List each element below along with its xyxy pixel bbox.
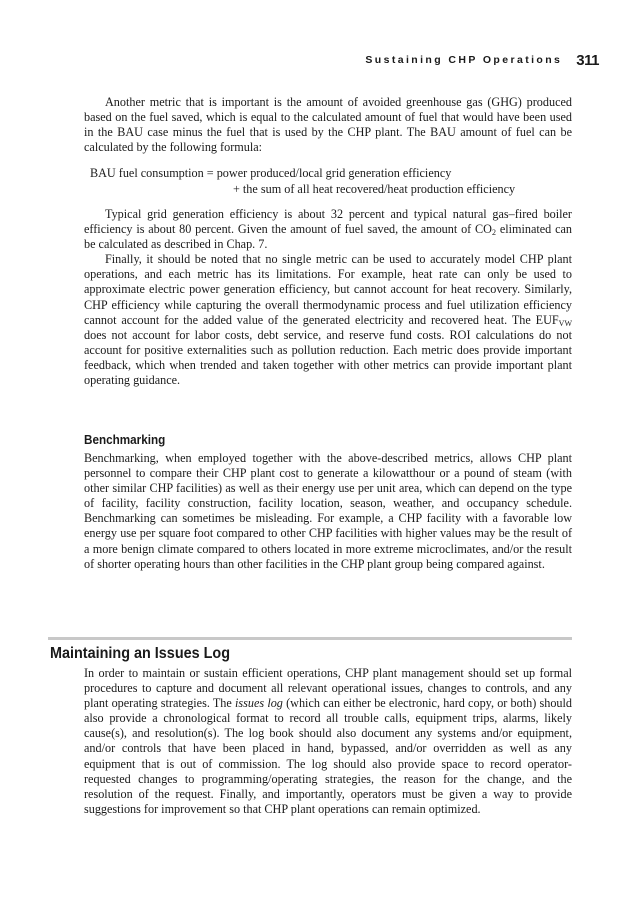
grid-efficiency-text-a: Typical grid generation efficiency is about 32 percent and typical natural gas–fired boiler efficiency is about 80 percent. Given the amount of fuel saved, the amount of CO: [84, 207, 572, 237]
running-head-title: Sustaining CHP Operations: [365, 54, 563, 66]
issues-log-paragraph: [84, 666, 572, 817]
metric-limitations-text-a: Finally, it should be noted that no single metric can be used to accurately model CHP plant operations, and each metric has its limitations. For example, heat rate can only be used to approximate electric power generation efficiency, but cannot account for heat recovery. Similarly, CHP efficiency while capturing the overall thermodynamic process and fuel utilization efficiency cannot account for the added value of the generated electricity and recovered heat. The EUF: [84, 252, 572, 327]
section-divider: [48, 637, 572, 640]
formula-line-2: + the sum of all heat recovered/heat production efficiency: [233, 181, 516, 196]
benchmarking-heading: Benchmarking: [84, 432, 166, 447]
page-number: 311: [576, 51, 599, 69]
grid-efficiency-paragraph: [84, 207, 572, 252]
metric-limitations-text-b: does not account for labor costs, debt service, and reserve fund costs. ROI calculations do not account for positive externalities such as pollution reduction. Each metric does provide important feedback, which when trended and taken together with other metrics can provide important plant operating guidance.: [84, 327, 572, 388]
grid-efficiency-text-b: eliminated can be calculated as described in Chap. 7.: [84, 222, 573, 252]
issues-log-text-b: (which can either be electronic, hard copy, or both) should also provide a chronological format to record all trouble calls, equipment trips, alarms, likely cause(s), and resolution(s). The log book should also document any systems and/or equipment, and/or controls that have been placed in hand, bypassed, and/or overridden as well as any equipment that is out of commission. The log should also provide space to record operator-requested changes to programming/operating strategies, the reason for the change, and the resolution of the request. Finally, and importantly, operators must be given a way to provide suggestions for improvement so that CHP plant operations can remain optimized.: [84, 696, 572, 816]
avoided-ghg-paragraph-block: [84, 95, 572, 155]
formula-line-1: BAU fuel consumption = power produced/local grid generation efficiency: [90, 166, 452, 180]
co2-subscript: 2: [492, 228, 496, 238]
benchmarking-section: [84, 451, 572, 572]
issues-log-term: issues log: [235, 696, 283, 711]
issues-log-heading: Maintaining an Issues Log: [50, 645, 231, 662]
running-head: [365, 50, 599, 70]
metric-limitations-paragraph: [84, 252, 572, 388]
issues-log-section: [84, 666, 572, 817]
metrics-paragraphs: [84, 207, 572, 388]
bau-fuel-formula: [90, 166, 570, 197]
avoided-ghg-paragraph: Another metric that is important is the amount of avoided greenhouse gas (GHG) produced based on the fuel saved, which is equal to the calculated amount of fuel that would have been used in the BAU case minus the fuel that is used by the CHP plant. The BAU amount of fuel can be calculated by the following formula:: [84, 95, 572, 155]
euf-subscript: VW: [558, 318, 572, 328]
benchmarking-paragraph: Benchmarking, when employed together with the above-described metrics, allows CHP plant personnel to compare their CHP plant cost to generate a kilowatthour or a pound of steam (with other similar CHP facilities) as well as their energy use per unit area, which can depend on the type of facility, facility construction, facility location, season, weather, and occupancy schedule. Benchmarking can sometimes be misleading. For example, a CHP facility with a favorable low energy use per square foot compared to other CHP facilities with higher values may be the result of a more benign climate compared to others located in more extreme microclimates, and/or the result of shorter operating hours than other facilities in the CHP plant group being compared against.: [84, 451, 572, 571]
issues-log-text-a: In order to maintain or sustain efficient operations, CHP plant management should set up formal procedures to capture and document all relevant operational issues, changes to controls, and any plant operating strategies. The: [84, 666, 572, 711]
